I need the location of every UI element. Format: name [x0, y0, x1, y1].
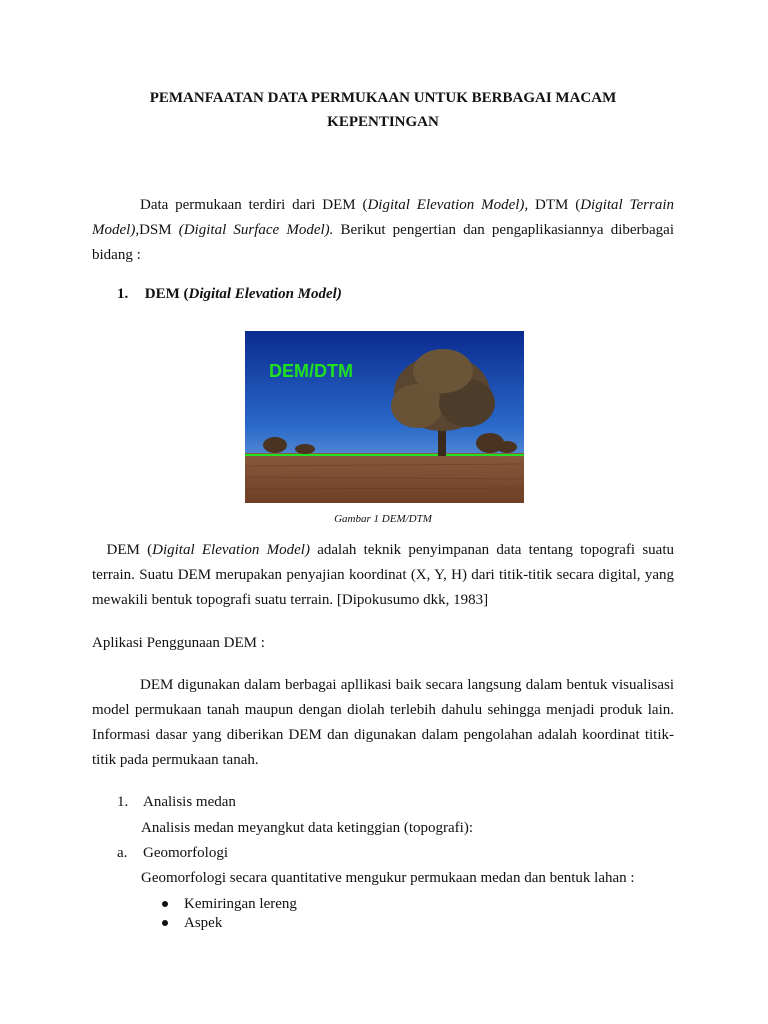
intro-italic-1: Digital Elevation Model)	[367, 197, 525, 213]
definition-text-1: DEM (	[106, 542, 153, 558]
list-item-1	[117, 792, 236, 812]
title-line-2: KEPENTINGAN	[327, 114, 439, 130]
section-heading-dem	[117, 286, 342, 303]
list-item-1-label: Analisis medan	[143, 794, 236, 810]
list-item-a-label: Geomorfologi	[143, 845, 228, 861]
intro-text-4: Berikut pengertian dan pengaplikasiannya diberbagai bidang :	[92, 222, 674, 263]
landscape-photo	[245, 331, 524, 503]
figure-caption: Gambar 1 DEM/DTM	[334, 513, 432, 525]
list-item-a-letter: a.	[117, 845, 128, 861]
definition-italic-1: Digital Elevation Model)	[152, 542, 310, 558]
figure-overlay-label: DEM/DTM	[269, 361, 353, 381]
intro-text-2: , DTM (	[524, 197, 581, 213]
aplikasi-paragraph: DEM digunakan dalam berbagai apllikasi baik secara langsung dalam bentuk visualisasi model permukaan tanah maupun dengan diolah terlebih dahulu sehingga menjadi produk lain. Informasi dasar yang diberikan DEM dan digunakan dalam pengolahan adalah koordinat titik-titik pada permukaan tanah.	[92, 677, 674, 768]
bullet-item	[162, 894, 297, 914]
intro-text-3: DSM	[139, 222, 179, 238]
bullet-icon	[162, 901, 168, 907]
intro-italic-3: (Digital Surface Model).	[178, 222, 334, 238]
aplikasi-heading: Aplikasi Penggunaan DEM :	[92, 635, 265, 651]
definition-paragraph	[92, 538, 674, 613]
section-number: 1.	[117, 286, 129, 302]
intro-paragraph	[92, 193, 674, 268]
dem-dtm-figure	[245, 331, 524, 503]
title-line-1: PEMANFAATAN DATA PERMUKAAN UNTUK BERBAGAI MACAM	[149, 90, 617, 106]
list-item-a-description: Geomorfologi secara quantitative mengukur permukaan medan dan bentuk lahan :	[141, 870, 635, 886]
document-title	[92, 86, 674, 134]
section-text-b: Digital Elevation Model)	[188, 286, 342, 302]
intro-italic-2: Digital Terrain Model),	[92, 197, 675, 238]
bullet-text: Kemiringan lereng	[184, 896, 297, 912]
intro-text-1: Data permukaan terdiri dari DEM (	[140, 197, 368, 213]
section-text-a: DEM (	[144, 286, 189, 302]
bullet-text: Aspek	[184, 915, 223, 931]
definition-text-2: adalah teknik penyimpanan data tentang topografi suatu terrain. Suatu DEM merupakan penyajian koordinat (X, Y, H) dari titik-titik secara digital, yang mewakili bentuk topografi suatu terrain. [Dipokusumo dkk, 1983]	[92, 542, 674, 608]
list-item-1-number: 1.	[117, 794, 129, 810]
list-item-1-description: Analisis medan meyangkut data ketinggian (topografi):	[141, 820, 473, 836]
bullet-item	[162, 913, 222, 933]
list-item-a	[117, 843, 228, 863]
bullet-icon	[162, 920, 168, 926]
